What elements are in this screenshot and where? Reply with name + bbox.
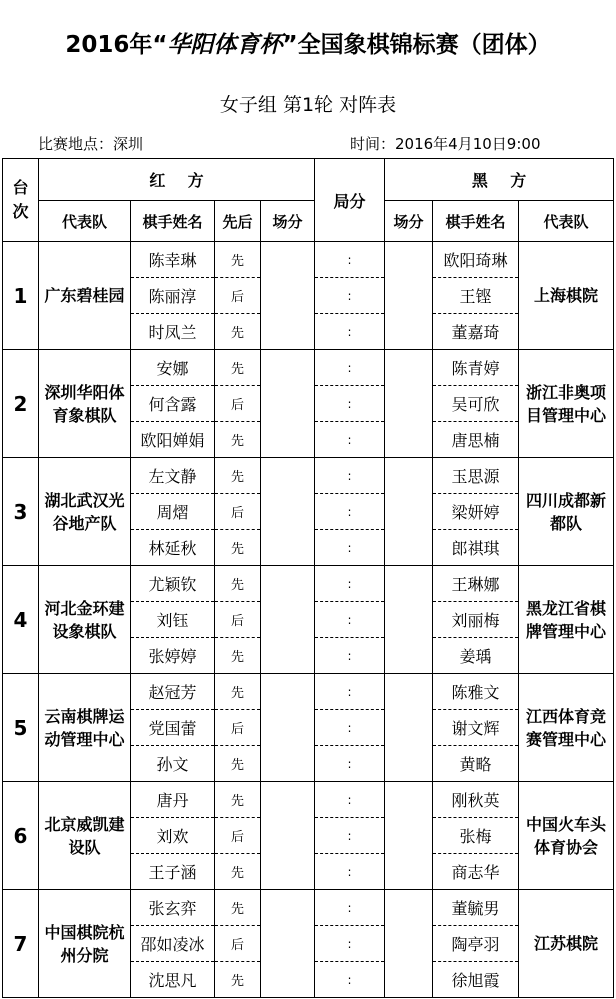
black-player-name: 陈雅文 <box>433 674 519 710</box>
table-no-header <box>3 159 39 242</box>
game-score: : <box>315 638 385 674</box>
black-match-score <box>385 350 433 458</box>
red-player-header: 棋手姓名 <box>131 201 215 242</box>
red-player-name: 张玄弈 <box>131 890 215 926</box>
black-player-name: 陶亭羽 <box>433 926 519 962</box>
table-row <box>3 782 614 818</box>
black-player-header: 棋手姓名 <box>433 201 519 242</box>
red-team-name: 广东碧桂园 <box>39 242 131 350</box>
black-match-score-header: 场分 <box>385 201 433 242</box>
move-order: 后 <box>215 926 261 962</box>
red-team-name: 中国棋院杭州分院 <box>39 890 131 998</box>
red-team-header: 代表队 <box>39 201 131 242</box>
black-team-name: 江苏棋院 <box>519 890 614 998</box>
black-player-name: 刘丽梅 <box>433 602 519 638</box>
game-score: : <box>315 926 385 962</box>
game-score: : <box>315 818 385 854</box>
black-match-score <box>385 566 433 674</box>
page-subtitle: 女子组 第1轮 对阵表 <box>219 94 397 116</box>
black-player-name: 董嘉琦 <box>433 314 519 350</box>
red-match-score <box>261 782 315 890</box>
red-player-name: 何含露 <box>131 386 215 422</box>
header-row-2 <box>3 201 614 242</box>
red-player-name: 刘钰 <box>131 602 215 638</box>
black-match-score <box>385 890 433 998</box>
black-team-name: 上海棋院 <box>519 242 614 350</box>
black-team-name: 浙江非奥项目管理中心 <box>519 350 614 458</box>
red-player-name: 陈丽淳 <box>131 278 215 314</box>
game-score: : <box>315 602 385 638</box>
game-score: : <box>315 530 385 566</box>
black-player-name: 欧阳琦琳 <box>433 242 519 278</box>
black-player-name: 梁妍婷 <box>433 494 519 530</box>
red-player-name: 王子涵 <box>131 854 215 890</box>
black-player-name: 黄略 <box>433 746 519 782</box>
game-score: : <box>315 746 385 782</box>
red-match-score <box>261 566 315 674</box>
move-order: 先 <box>215 962 261 998</box>
table-no-header-label: 台次 <box>12 178 29 221</box>
black-team-name: 江西体育竞赛管理中心 <box>519 674 614 782</box>
game-score-header: 局分 <box>315 159 385 242</box>
table-number: 1 <box>3 242 39 350</box>
black-match-score <box>385 782 433 890</box>
black-player-name: 陈青婷 <box>433 350 519 386</box>
red-player-name: 左文静 <box>131 458 215 494</box>
move-order: 后 <box>215 710 261 746</box>
red-team-name: 云南棋牌运动管理中心 <box>39 674 131 782</box>
game-score: : <box>315 962 385 998</box>
move-order: 先 <box>215 422 261 458</box>
black-team-name: 中国火车头体育协会 <box>519 782 614 890</box>
game-score: : <box>315 890 385 926</box>
game-score: : <box>315 350 385 386</box>
title-prefix: 2016年“ <box>65 32 168 58</box>
red-player-name: 刘欢 <box>131 818 215 854</box>
black-player-name: 王琳娜 <box>433 566 519 602</box>
red-player-name: 时凤兰 <box>131 314 215 350</box>
red-player-name: 张婷婷 <box>131 638 215 674</box>
red-player-name: 林延秋 <box>131 530 215 566</box>
game-score: : <box>315 674 385 710</box>
black-team-name: 黑龙江省棋牌管理中心 <box>519 566 614 674</box>
page-title <box>0 26 616 59</box>
move-order: 先 <box>215 638 261 674</box>
move-order: 后 <box>215 494 261 530</box>
red-side-header: 红 方 <box>39 159 315 201</box>
table-number: 5 <box>3 674 39 782</box>
black-player-name: 郎祺琪 <box>433 530 519 566</box>
table-row <box>3 566 614 602</box>
red-team-name: 河北金环建设象棋队 <box>39 566 131 674</box>
game-score: : <box>315 386 385 422</box>
red-player-name: 赵冠芳 <box>131 674 215 710</box>
time-text: 时间：2016年4月10日9:00 <box>350 135 541 153</box>
move-order: 先 <box>215 530 261 566</box>
table-number: 4 <box>3 566 39 674</box>
table-row <box>3 674 614 710</box>
black-team-name: 四川成都新都队 <box>519 458 614 566</box>
game-score: : <box>315 782 385 818</box>
black-match-score <box>385 242 433 350</box>
move-order: 后 <box>215 602 261 638</box>
table-number: 6 <box>3 782 39 890</box>
black-match-score <box>385 458 433 566</box>
black-team-header: 代表队 <box>519 201 614 242</box>
game-score: : <box>315 854 385 890</box>
game-score: : <box>315 314 385 350</box>
red-match-score <box>261 458 315 566</box>
red-match-score <box>261 674 315 782</box>
black-player-name: 徐旭霞 <box>433 962 519 998</box>
red-match-score <box>261 242 315 350</box>
move-order: 先 <box>215 566 261 602</box>
table-row <box>3 350 614 386</box>
game-score: : <box>315 422 385 458</box>
red-match-score <box>261 890 315 998</box>
red-player-name: 周熠 <box>131 494 215 530</box>
move-order: 后 <box>215 278 261 314</box>
move-order: 先 <box>215 314 261 350</box>
black-player-name: 商志华 <box>433 854 519 890</box>
black-player-name: 刚秋英 <box>433 782 519 818</box>
move-order: 先 <box>215 890 261 926</box>
red-player-name: 孙文 <box>131 746 215 782</box>
black-player-name: 董毓男 <box>433 890 519 926</box>
move-order: 先 <box>215 350 261 386</box>
black-player-name: 张梅 <box>433 818 519 854</box>
move-order: 后 <box>215 386 261 422</box>
title-suffix: ”全国象棋锦标赛（团体） <box>282 32 551 58</box>
move-order: 先 <box>215 458 261 494</box>
red-match-score-header: 场分 <box>261 201 315 242</box>
move-order: 先 <box>215 242 261 278</box>
black-player-name: 唐思楠 <box>433 422 519 458</box>
game-score: : <box>315 494 385 530</box>
table-number: 3 <box>3 458 39 566</box>
table-row <box>3 458 614 494</box>
black-player-name: 玉思源 <box>433 458 519 494</box>
move-order: 后 <box>215 818 261 854</box>
table-row <box>3 242 614 278</box>
black-player-name: 王铿 <box>433 278 519 314</box>
black-player-name: 谢文辉 <box>433 710 519 746</box>
move-order: 先 <box>215 854 261 890</box>
black-player-name: 吴可欣 <box>433 386 519 422</box>
red-player-name: 尤颖钦 <box>131 566 215 602</box>
red-player-name: 唐丹 <box>131 782 215 818</box>
red-match-score <box>261 350 315 458</box>
game-score: : <box>315 458 385 494</box>
game-score: : <box>315 242 385 278</box>
title-sponsor: 华阳体育杯 <box>167 31 283 58</box>
table-number: 2 <box>3 350 39 458</box>
header-row-1 <box>3 159 614 201</box>
black-match-score <box>385 674 433 782</box>
game-score: : <box>315 566 385 602</box>
red-team-name: 深圳华阳体育象棋队 <box>39 350 131 458</box>
game-score: : <box>315 278 385 314</box>
red-player-name: 沈思凡 <box>131 962 215 998</box>
black-player-name: 姜瑀 <box>433 638 519 674</box>
table-row <box>3 890 614 926</box>
red-player-name: 邵如凌冰 <box>131 926 215 962</box>
red-team-name: 湖北武汉光谷地产队 <box>39 458 131 566</box>
table-number: 7 <box>3 890 39 998</box>
order-header: 先后 <box>215 201 261 242</box>
game-score: : <box>315 710 385 746</box>
pairing-table <box>2 158 614 998</box>
move-order: 先 <box>215 674 261 710</box>
red-player-name: 党国蕾 <box>131 710 215 746</box>
move-order: 先 <box>215 746 261 782</box>
black-side-header: 黑 方 <box>385 159 614 201</box>
red-player-name: 安娜 <box>131 350 215 386</box>
venue-text: 比赛地点：深圳 <box>38 135 144 153</box>
red-team-name: 北京威凯建设队 <box>39 782 131 890</box>
red-player-name: 陈幸琳 <box>131 242 215 278</box>
red-player-name: 欧阳婵娟 <box>131 422 215 458</box>
move-order: 先 <box>215 782 261 818</box>
